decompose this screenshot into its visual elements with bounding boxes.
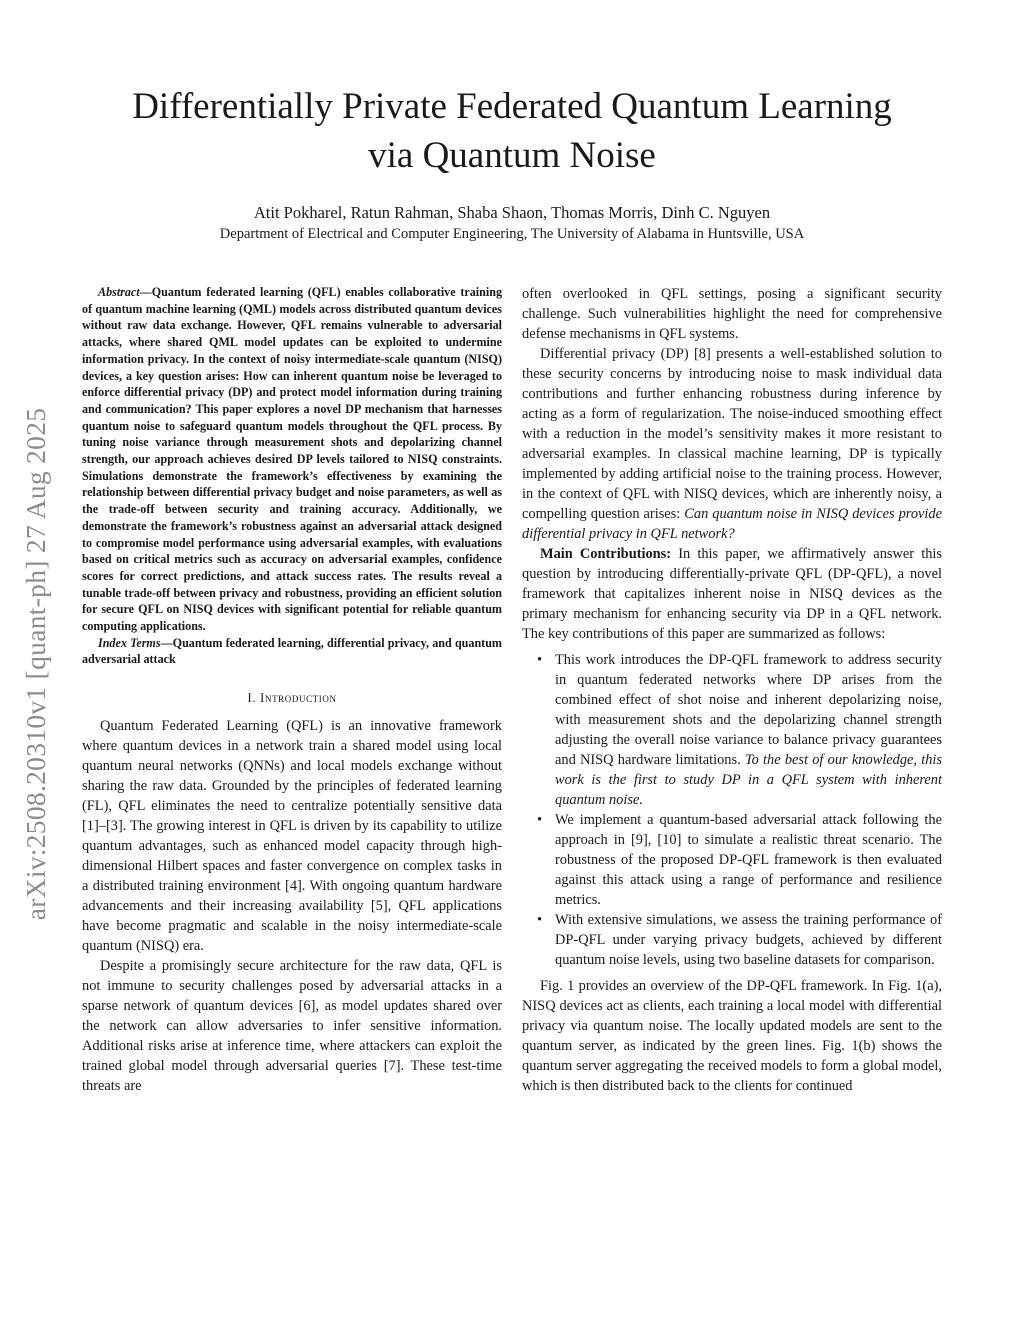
bullet-2-text: We implement a quantum-based adversarial attack following the approach in [9], [10] to simulate a realistic threat scenario. The robustness of the proposed DP-QFL framework is then evaluated against this attack using a range of performance and resilience metrics. (555, 812, 942, 908)
contributions-intro: In this paper, we affirmatively answer this question by introducing differentially-private QFL (DP-QFL), a novel framework that capitalizes inherent noise in NISQ devices as the primary mechanism for enhancing security via DP in a QFL network. The key contributions of this paper are summarized as follows: (522, 546, 942, 642)
left-column (82, 284, 502, 1096)
figure-overview-paragraph: Fig. 1 provides an overview of the DP-QFL framework. In Fig. 1(a), NISQ devices act as clients, each training a local model with differential privacy via quantum noise. The locally updated models are sent to the quantum server, as indicated by the green lines. Fig. 1(b) shows the quantum server aggregating the received models to form a global model, which is then distributed back to the clients for continued (522, 978, 942, 1094)
title-line-1: Differentially Private Federated Quantum Learning (132, 86, 892, 127)
list-item (522, 810, 942, 910)
intro-paragraph-2: Despite a promisingly secure architecture for the raw data, QFL is not immune to security challenges posed by adversarial attacks in a sparse network of quantum devices [6], as model updates shared over the network can allow adversaries to infer sensitive information. Additional risks arise at inference time, where attackers can exploit the trained global model through adversarial queries [7]. These test-time threats are (82, 958, 502, 1095)
title-line-2: via Quantum Noise (368, 135, 656, 176)
contribution-list (522, 650, 942, 970)
bullet-1-emphasis: To the best of our knowledge, this work is the first to study DP in a QFL system with inherent quantum noise. (555, 752, 943, 808)
right-column (522, 284, 942, 1096)
paper-title (80, 82, 944, 180)
bullet-icon: • (537, 812, 543, 828)
author-list: Atit Pokharel, Ratun Rahman, Shaba Shaon, Thomas Morris, Dinh C. Nguyen (253, 203, 771, 222)
index-terms (82, 635, 502, 668)
contributions-label: Main Contributions: (540, 546, 672, 562)
arxiv-id-text: arXiv:2508.20310v1 [quant-ph] 27 Aug 2025 (20, 407, 51, 921)
research-question: Can quantum noise in NISQ devices provide differential privacy in QFL network? (522, 506, 942, 542)
list-item (522, 650, 942, 810)
section-heading-introduction: I. Introduction (247, 690, 337, 706)
index-terms-text: —Quantum federated learning, differential privacy, and quantum adversarial attack (82, 635, 502, 667)
bullet-1-text: This work introduces the DP-QFL framework to address security in quantum federated networks where DP arises from the combined effect of shot noise and inherent depolarizing noise, with measurement shots and the depolarizing channel strength adjusting the overall noise variance to balance privacy guarantees and NISQ hardware limitations. (555, 652, 942, 768)
abstract-text: —Quantum federated learning (QFL) enables collaborative training of quantum machine learning (QML) models across distributed quantum devices without raw data exchange. However, QFL remains vulnerable to adversarial attacks, where shared QML model updates can be exploited to undermine information privacy. In the context of noisy intermediate-scale quantum (NISQ) devices, a key question arises: How can inherent quantum noise be leveraged to enforce differential privacy (DP) and protect model information during training and communication? This paper explores a novel DP mechanism that harnesses quantum noise to safeguard quantum models throughout the QFL process. By tuning noise variance through measurement shots and depolarizing channel strength, our approach achieves desired DP levels tailored to NISQ constraints. Simulations demonstrate the framework’s effectiveness by examining the relationship between differential privacy budget and noise parameters, as well as the trade-off between security and training accuracy. Additionally, we demonstrate the framework’s robustness against an adversarial attack designed to compromise model performance using adversarial examples, with evaluations based on critical metrics such as accuracy on adversarial examples, confidence scores for correct predictions, and attack success rates. The results reveal a tunable trade-off between privacy and robustness, providing an efficient solution for secure QFL on NISQ devices with significant potential for reliable quantum computing applications. (82, 285, 502, 634)
arxiv-identifier (16, 348, 56, 980)
contributions-paragraph (522, 544, 942, 644)
right-paragraph-1: often overlooked in QFL settings, posing a significant security challenge. Such vulnerabilities highlight the need for comprehensive defense mechanisms in QFL systems. (522, 286, 942, 342)
bullet-3-text: With extensive simulations, we assess the training performance of DP-QFL under varying privacy budgets, achieved by different quantum noise levels, using two baseline datasets for comparison. (555, 912, 942, 968)
abstract (82, 284, 502, 635)
intro-paragraph-1: Quantum Federated Learning (QFL) is an innovative framework where quantum devices in a network train a shared model using local quantum neural networks (QNNs) and local models exchange without sharing the raw data. Grounded by the principles of federated learning (FL), QFL eliminates the need to centralize potentially sensitive data [1]–[3]. The growing interest in QFL is driven by its capability to utilize quantum advantages, such as enhanced model capacity through high-dimensional Hilbert spaces and faster convergence on complex tasks in a distributed training environment [4]. With ongoing quantum hardware advancements and their increasing availability [5], QFL applications have become pragmatic and scalable in the noisy intermediate-scale quantum (NISQ) era. (82, 718, 502, 955)
bullet-icon: • (537, 912, 543, 928)
right-paragraph-2 (522, 344, 942, 544)
affiliation: Department of Electrical and Computer Engineering, The University of Alabama in Huntsville, USA (219, 226, 805, 242)
index-terms-label: Index Terms (98, 635, 161, 650)
abstract-label: Abstract (98, 285, 140, 299)
dp-paragraph-text: Differential privacy (DP) [8] presents a well-established solution to these security concerns by introducing noise to mask individual data contributions and further enhancing robustness during inference by acting as a form of regularization. The noise-induced smoothing effect with a reduction in the model’s sensitivity makes it more resistant to adversarial examples. In classical machine learning, DP is typically implemented by adding artificial noise to the training process. However, in the context of QFL with NISQ devices, which are inherently noisy, a compelling question arises: (522, 346, 942, 522)
bullet-icon: • (537, 652, 543, 668)
list-item (522, 910, 942, 970)
